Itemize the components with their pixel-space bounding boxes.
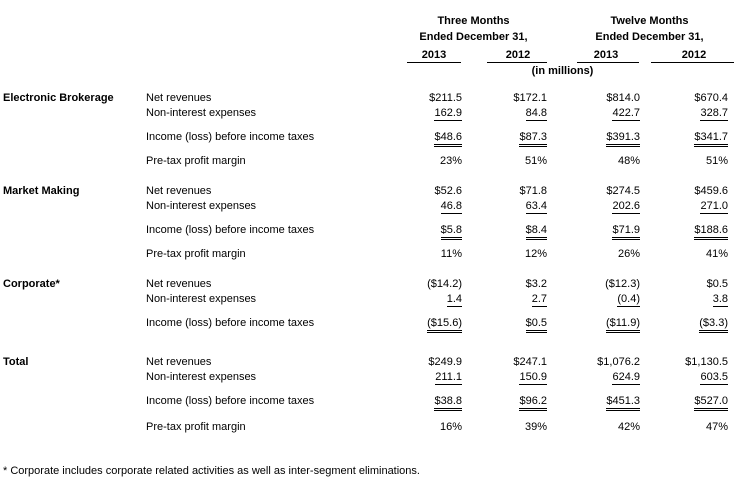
value-cell: 48% [617,155,640,167]
value-cell: $38.8 [434,395,462,411]
value-cell: 23% [439,155,462,167]
value-cell: (0.4) [617,293,640,305]
value-cell: 51% [705,155,728,167]
year-underline-col4 [651,62,734,63]
value-cell: $188.6 [694,224,728,240]
value-cell: 150.9 [519,371,547,383]
value-cell: $814.0 [606,92,640,104]
year-header-col2: 2012 [505,49,531,61]
value-cell: $71.9 [612,224,640,240]
value-cell: $274.5 [606,185,640,197]
value-cell: $0.5 [526,317,547,333]
row-label-non-interest-expenses: Non-interest expenses [146,107,257,119]
value-cell: 51% [524,155,547,167]
row-label-net-revenues: Net revenues [146,185,212,197]
value-cell: 63.4 [525,200,547,212]
row-label-pre-tax-margin: Pre-tax profit margin [146,421,246,433]
value-cell: $391.3 [606,131,640,147]
row-label-non-interest-expenses: Non-interest expenses [146,371,257,383]
three-months-header-line2: Ended December 31, [419,31,528,43]
value-cell: 624.9 [612,371,640,383]
footnote: * Corporate includes corporate related activities as well as inter-segment eliminations. [3,465,420,477]
row-label-income-before-taxes: Income (loss) before income taxes [146,317,315,329]
value-cell: 42% [617,421,640,433]
value-cell: ($3.3) [699,317,728,333]
value-cell: 1.4 [446,293,462,305]
value-cell: $459.6 [694,185,728,197]
year-header-col4: 2012 [681,49,707,61]
value-cell: $8.4 [526,224,547,240]
value-cell: 84.8 [525,107,547,119]
value-cell: $3.2 [525,278,547,290]
value-cell: $52.6 [434,185,462,197]
value-cell: $87.3 [519,131,547,147]
value-cell: $670.4 [694,92,728,104]
value-cell: $71.8 [519,185,547,197]
row-label-income-before-taxes: Income (loss) before income taxes [146,131,315,143]
value-cell: 46.8 [440,200,462,212]
value-cell: 603.5 [700,371,728,383]
value-cell: $247.1 [513,356,547,368]
year-underline-col3 [577,62,639,63]
value-cell: 162.9 [434,107,462,119]
row-label-net-revenues: Net revenues [146,356,212,368]
three-months-header-line1: Three Months [437,15,510,27]
value-cell: 11% [440,248,462,260]
row-label-net-revenues: Net revenues [146,278,212,290]
year-header-col3: 2013 [593,49,619,61]
value-cell: $5.8 [441,224,462,240]
value-cell: 328.7 [700,107,728,119]
value-cell: 26% [617,248,640,260]
section-name-electronic-brokerage: Electronic Brokerage [3,92,114,104]
value-cell: $96.2 [519,395,547,411]
value-cell: $48.6 [434,131,462,147]
units-label: (in millions) [531,65,594,77]
year-underline-col1 [407,62,461,63]
row-label-pre-tax-margin: Pre-tax profit margin [146,248,246,260]
value-cell: 47% [705,421,728,433]
row-label-non-interest-expenses: Non-interest expenses [146,200,257,212]
value-cell: 3.8 [712,293,728,305]
value-cell: 211.1 [435,371,462,383]
row-label-non-interest-expenses: Non-interest expenses [146,293,257,305]
value-cell: 39% [524,421,547,433]
value-cell: 12% [524,248,547,260]
value-cell: $1,076.2 [597,356,640,368]
value-cell: $211.5 [429,92,462,104]
section-name-market-making: Market Making [3,185,80,197]
value-cell: $0.5 [706,278,728,290]
row-label-pre-tax-margin: Pre-tax profit margin [146,155,246,167]
value-cell: ($11.9) [606,317,640,333]
value-cell: $451.3 [606,395,640,411]
value-cell: ($14.2) [427,278,462,290]
value-cell: 41% [705,248,728,260]
section-name-total: Total [3,356,29,368]
value-cell: ($15.6) [427,317,462,333]
value-cell: $172.1 [513,92,547,104]
row-label-income-before-taxes: Income (loss) before income taxes [146,224,315,236]
twelve-months-header-line2: Ended December 31, [595,31,704,43]
row-label-net-revenues: Net revenues [146,92,212,104]
twelve-months-header-line1: Twelve Months [610,15,689,27]
value-cell: $341.7 [694,131,728,147]
row-label-income-before-taxes: Income (loss) before income taxes [146,395,315,407]
value-cell: 271.0 [700,200,728,212]
value-cell: $527.0 [694,395,728,411]
year-underline-col2 [487,62,547,63]
section-name-corporate: Corporate* [3,278,60,290]
year-header-col1: 2013 [421,49,447,61]
value-cell: 202.6 [612,200,640,212]
value-cell: $249.9 [428,356,462,368]
value-cell: 2.7 [531,293,547,305]
value-cell: 16% [439,421,462,433]
value-cell: 422.7 [612,107,640,119]
value-cell: $1,130.5 [685,356,728,368]
value-cell: ($12.3) [605,278,640,290]
